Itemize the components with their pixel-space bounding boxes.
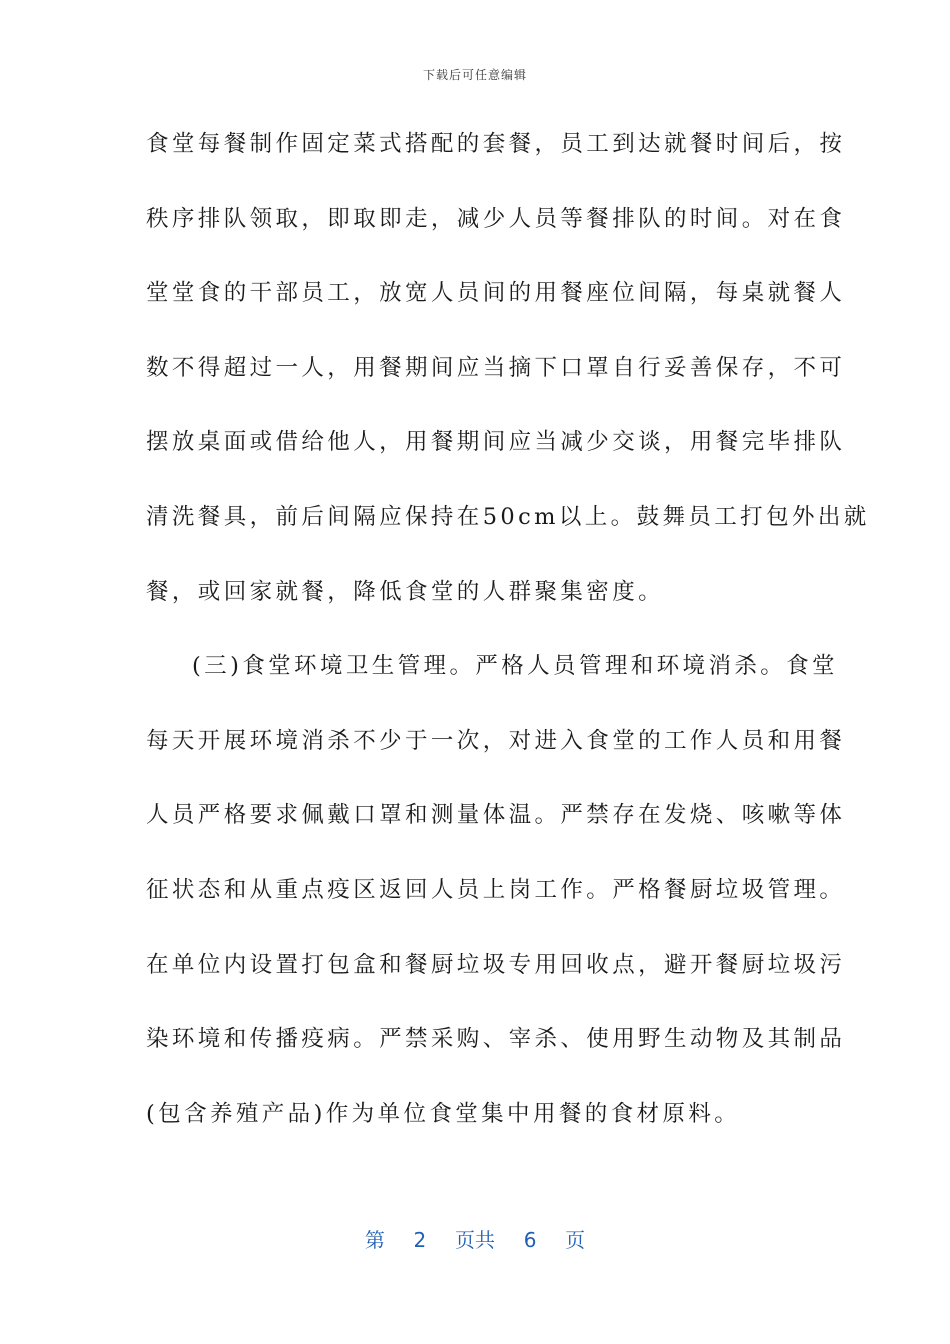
body-line: 摆放桌面或借给他人，用餐期间应当减少交谈，用餐完毕排队 [146,429,846,456]
page-number: 第 2 页共 6 页 [364,1228,586,1252]
body-line: 秩序排队领取，即取即走，减少人员等餐排队的时间。对在食 [146,205,846,232]
body-line: 人员严格要求佩戴口罩和测量体温。严禁存在发烧、咳嗽等体 [146,802,846,829]
header-note: 下载后可任意编辑 [422,68,527,82]
body-line: 数不得超过一人，用餐期间应当摘下口罩自行妥善保存，不可 [146,354,846,381]
document-body [146,122,870,1166]
body-line: 在单位内设置打包盒和餐厨垃圾专用回收点，避开餐厨垃圾污 [146,951,846,978]
body-line: (包含养殖产品)作为单位食堂集中用餐的食材原料。 [146,1100,741,1127]
page-footer [0,1224,950,1253]
body-line: 每天开展环境消杀不少于一次，对进入食堂的工作人员和用餐 [146,727,846,754]
body-line: 餐，或回家就餐，降低食堂的人群聚集密度。 [146,578,665,605]
body-line: 征状态和从重点疫区返回人员上岗工作。严格餐厨垃圾管理。 [146,876,846,903]
body-line: 堂堂食的干部员工，放宽人员间的用餐座位间隔，每桌就餐人 [146,280,846,307]
body-line: 清洗餐具，前后间隔应保持在50cm以上。鼓舞员工打包外出就 [146,503,870,530]
body-line: 食堂每餐制作固定菜式搭配的套餐，员工到达就餐时间后，按 [146,131,846,157]
section-heading-line: (三)食堂环境卫生管理。严格人员管理和环境消杀。食堂 [192,653,838,680]
body-line: 染环境和传播疫病。严禁采购、宰杀、使用野生动物及其制品 [146,1026,846,1053]
